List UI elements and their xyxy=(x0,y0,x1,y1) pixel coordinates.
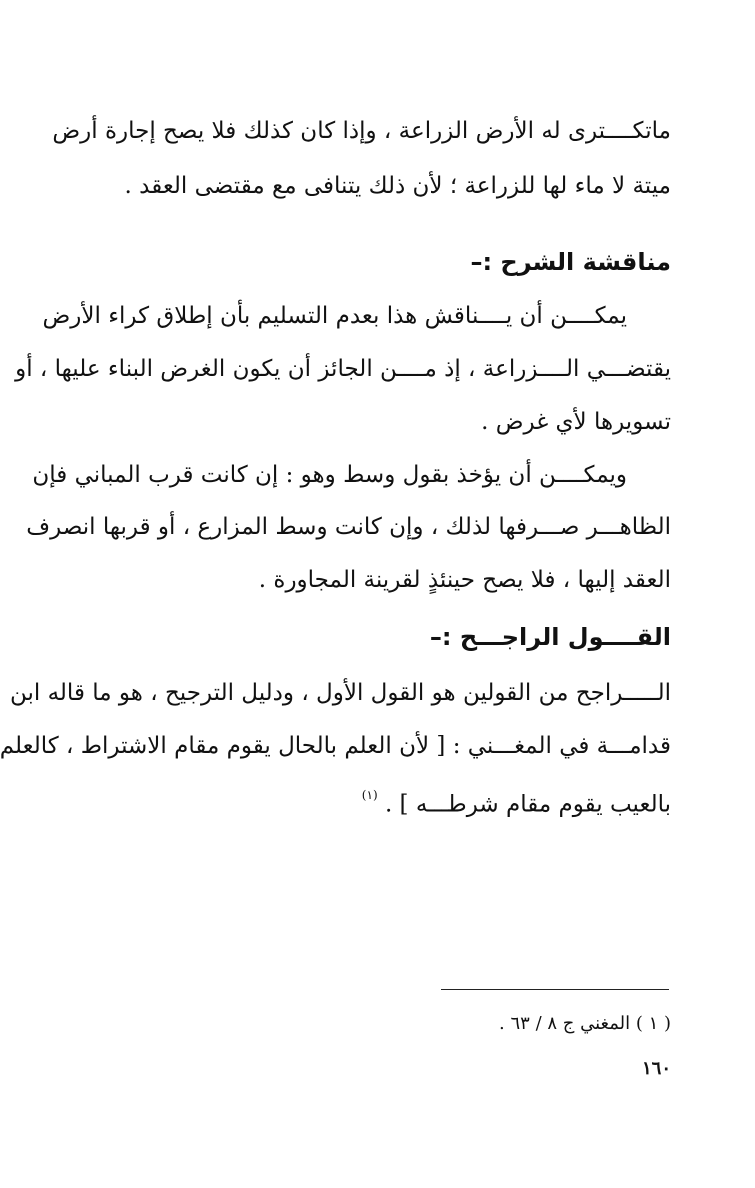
discussion-heading: مناقشة الشرح :– xyxy=(470,248,671,276)
preferred-line-1: الـــــراجح من القولين هو القول الأول ، ودليل الترجيح ، هو ما قاله ابن xyxy=(9,680,671,706)
discussion-paragraph-1-line-1: يمكــــن أن يــــناقش هذا بعدم التسليم بأن إطلاق كراء الأرض xyxy=(42,303,627,329)
preferred-line-3 xyxy=(81,783,671,821)
discussion-paragraph-1-line-3: تسويرها لأي غرض . xyxy=(481,409,671,435)
discussion-paragraph-2-line-2: الظاهـــر صـــرفها لذلك ، وإن كانت وسط المزارع ، أو قربها انصرف xyxy=(26,514,671,540)
preferred-line-3-text: بالعيب يقوم مقام شرطـــه ] . xyxy=(384,791,671,818)
footnote-separator xyxy=(441,989,669,990)
preferred-line-2: قدامـــة في المغـــني : [ لأن العلم بالحال يقوم مقام الاشتراط ، كالعلم xyxy=(0,733,671,759)
intro-line-2: ميتة لا ماء لها للزراعة ؛ لأن ذلك يتنافى مع مقتضى العقد . xyxy=(124,173,671,199)
discussion-paragraph-2-line-3: العقد إليها ، فلا يصح حينئذٍ لقرينة المجاورة . xyxy=(258,567,671,593)
footnote-marker: (١) xyxy=(361,788,378,802)
page-number: ١٦٠ xyxy=(641,1058,671,1079)
discussion-paragraph-1-line-2: يقتضـــي الــــزراعة ، إذ مــــن الجائز أن يكون الغرض البناء عليها ، أو xyxy=(15,356,671,382)
preferred-opinion-heading: القــــول الراجـــح :– xyxy=(429,623,671,651)
footnote-text: ( ١ ) المغني ج ٨ / ٦٣ . xyxy=(499,1013,671,1034)
discussion-paragraph-2-line-1: ويمكــــن أن يؤخذ بقول وسط وهو : إن كانت قرب المباني فإن xyxy=(32,462,627,488)
intro-line-1: ماتكــــترى له الأرض الزراعة ، وإذا كان كذلك فلا يصح إجارة أرض xyxy=(52,118,671,144)
